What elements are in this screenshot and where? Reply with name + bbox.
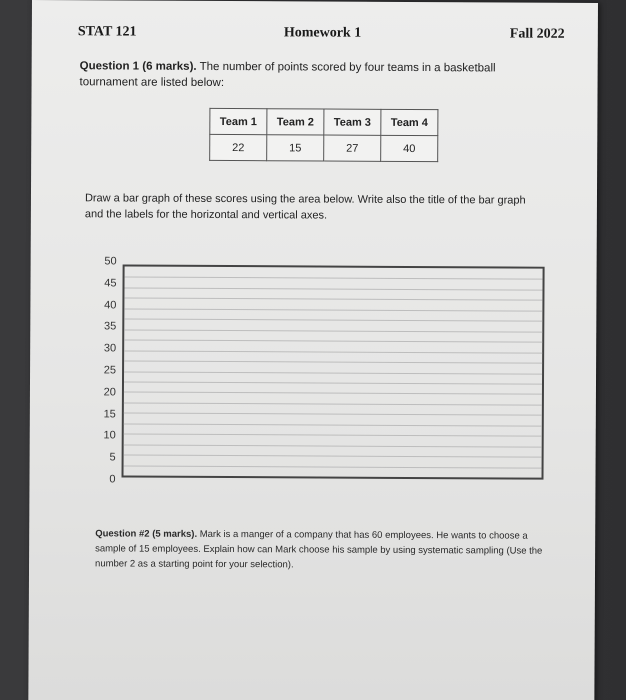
grid-line — [124, 340, 542, 343]
y-tick-label: 45 — [104, 277, 117, 290]
grid-line — [124, 434, 542, 437]
assignment-title: Homework 1 — [283, 25, 362, 41]
table-header-cell: Team 1 — [210, 108, 267, 134]
question-1-text: The number of points scored by four teams in a basketball tournament are listed below: — [79, 60, 496, 90]
grid-line — [124, 444, 542, 447]
grid-line — [124, 287, 542, 290]
grid-line — [124, 308, 542, 311]
grid-line — [124, 319, 542, 322]
grid-line — [124, 350, 542, 353]
grid-line — [124, 423, 542, 426]
bar-graph-instruction: Draw a bar graph of these scores using the area below. Write also the title of the bar graph and the labels for the horizontal and vertical axes. — [84, 192, 526, 222]
grid-line — [124, 329, 542, 332]
grid-line — [124, 455, 542, 458]
question-1 — [80, 58, 550, 92]
grid-line — [124, 361, 542, 364]
grid-line — [124, 465, 542, 468]
worksheet-page — [28, 0, 598, 700]
grid-line — [124, 392, 542, 395]
table-cell: 40 — [381, 135, 438, 161]
bar-graph-drawing-area — [122, 264, 545, 479]
grid-line — [125, 277, 543, 280]
table-header-cell: Team 2 — [267, 109, 324, 135]
y-tick-label: 0 — [109, 473, 116, 486]
table-row — [210, 134, 438, 161]
table-header-row — [210, 108, 438, 135]
y-tick-label: 15 — [103, 407, 116, 421]
grid-line — [124, 413, 542, 416]
y-tick-label: 5 — [109, 451, 116, 464]
scores-table — [209, 108, 438, 162]
question-2 — [95, 526, 545, 573]
y-tick-label: 40 — [104, 298, 117, 312]
y-tick-label: 10 — [103, 429, 116, 442]
grid-line — [124, 298, 542, 301]
term-label: Fall 2022 — [509, 26, 565, 42]
question-2-label: Question #2 (5 marks). — [95, 528, 198, 540]
y-tick-label: 25 — [103, 364, 117, 377]
table-cell: 27 — [324, 135, 381, 161]
question-2-text: Mark is a manger of a company that has 60 employees. He wants to choose a sample of 15 employees. Explain how can Mark choose his sample by using systematic sampling (Use the number 2 as a starting point for your selection). — [95, 528, 543, 571]
y-tick-label: 30 — [103, 342, 117, 355]
grid-line — [124, 371, 542, 374]
y-tick-label: 50 — [104, 255, 117, 268]
y-axis-tick-labels — [85, 254, 116, 494]
course-code: STAT 121 — [77, 24, 137, 40]
table-cell: 22 — [210, 134, 267, 160]
table-header-cell: Team 3 — [324, 109, 381, 135]
grid-line — [124, 381, 542, 384]
table-header-cell: Team 4 — [381, 109, 438, 135]
grid-line — [124, 402, 542, 405]
y-tick-label: 35 — [104, 320, 117, 333]
question-1-label: Question 1 (6 marks). — [79, 60, 197, 73]
y-tick-label: 20 — [103, 386, 116, 399]
table-cell: 15 — [267, 135, 324, 161]
